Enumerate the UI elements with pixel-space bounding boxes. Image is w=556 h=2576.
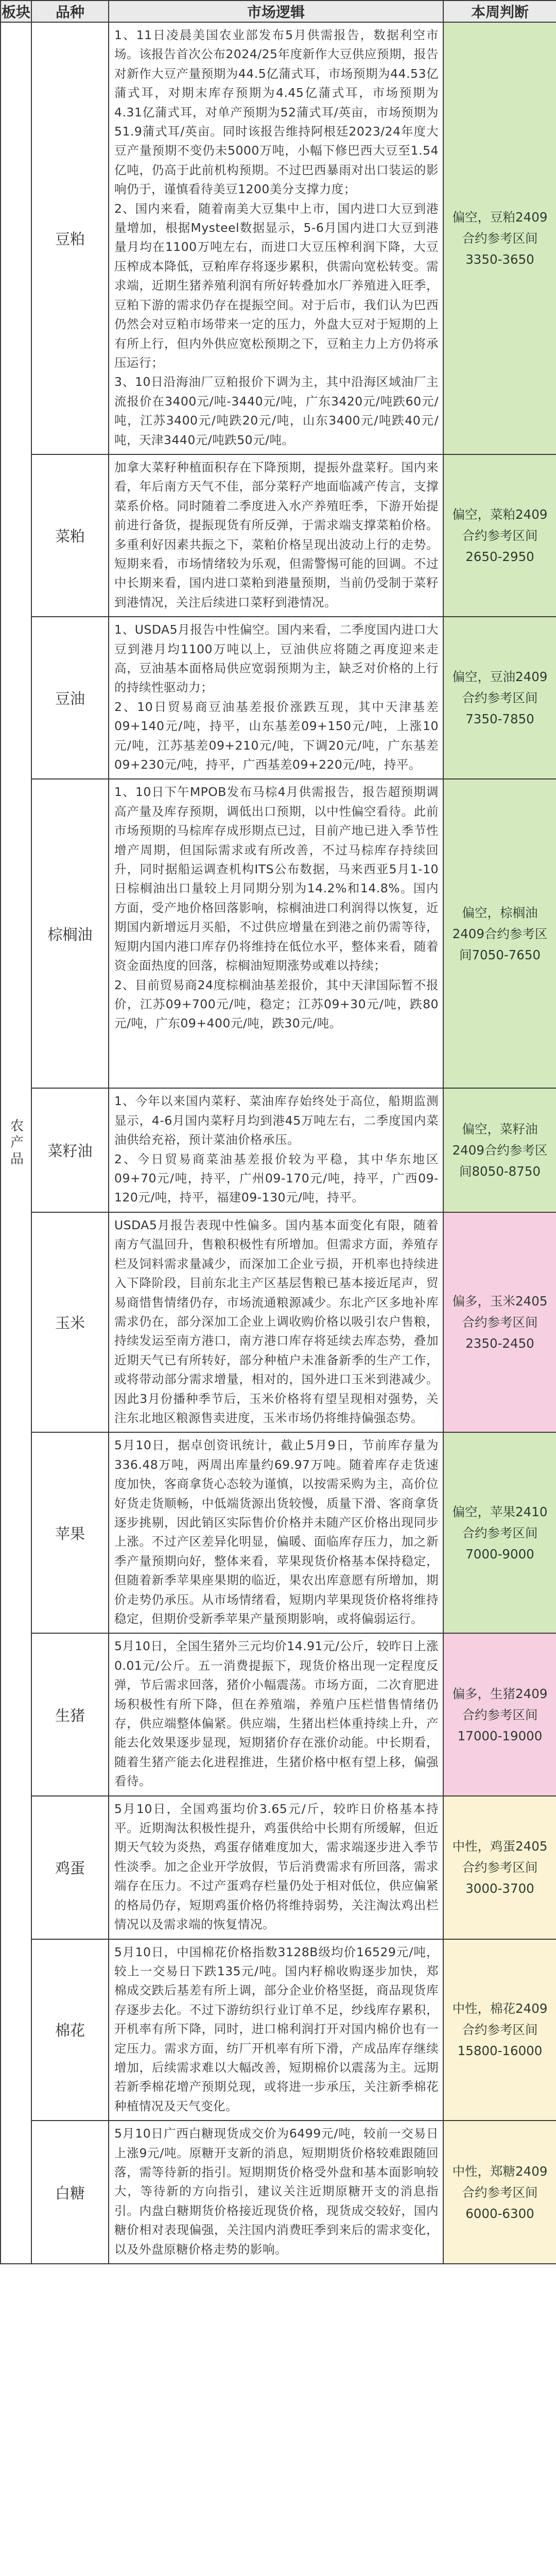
- logic-cell: [109, 779, 443, 1088]
- table-row: [1, 1432, 556, 1633]
- judgment-cell: [443, 1939, 556, 2121]
- judgment-text: 偏多，生猪2409合约参考区间17000-19000: [452, 1686, 548, 1743]
- header-logic: 市场逻辑: [109, 1, 443, 22]
- judgment-text: 偏多，玉米2405合约参考区间2350-2450: [452, 1294, 548, 1351]
- judgment-text: 偏空，豆粕2409合约参考区间3350-3650: [452, 209, 548, 267]
- logic-paragraph: 1、10日下午MPOB发布马棕4月供需报告，报告超预期调高产量及库存预期，调低出口预期，以中性偏空看待。此前市场预期的马棕库存成形期点已过，目前产地已进入季节性增产周期，但国际需求或有所改善，不过马棕库存持续回升，同时据船运调查机构ITS公布数据，马来西亚5月1-10日棕榈油出口量较上月同期分别为14.2%和14.8%。国内方面，受产地价格回落影响，棕榈油进口利润得以恢复，近期国内新增远月买船，不过供应增量在到港之前仍需等待，短期内国内港口库存仍将维持在低位水平，整体来看，随着资金面热度的回落，棕榈油短期涨势或难以持续；: [114, 785, 439, 973]
- judgment-text: 中性，鸡蛋2405合约参考区间3000-3700: [452, 1839, 548, 1896]
- judgment-cell: [443, 617, 556, 779]
- logic-paragraph: 5月10日，中国棉花价格指数3128B级均价16529元/吨，较上一交易日下跌135元/吨。国内籽棉收购逐步加快，郑棉成交跌后基差有所上调，部分企业价格坚挺，商品现货库存逐步去化。不过下游纺织行业订单不足，纱线库存累积，开机率有所下降，同时，进口棉利润打开对国内棉价也有一定压力。需求方面，纺厂开机率有所下滑，产成品库存继续增加，后续需求难以大幅改善，短期棉价以震荡为主。远期若新季棉花增产预期兑现，或将进一步承压，关注新季棉花种植情况及天气变化。: [114, 1944, 439, 2113]
- judgment-cell: [443, 779, 556, 1088]
- product-cell: 生猪: [31, 1633, 109, 1795]
- judgment-text: 中性，棉花2409合约参考区间15800-16000: [452, 2001, 548, 2059]
- table-row: [1, 1796, 556, 1939]
- judgment-cell: [443, 1088, 556, 1212]
- logic-cell: [109, 1633, 443, 1795]
- logic-paragraph: 2、国内来看，随着南美大豆集中上市，国内进口大豆到港量增加，根据Mysteel数据显示，5-6月国内进口大豆到港量月均在1100万吨左右，而进口大豆压榨利润下降，大豆压榨成本降低，豆粕库存将逐步累积，供需向宽松转变。需求端，近期生猪养殖利润有所好转叠加水厂养殖进入旺季，豆粕下游的需求仍存在提振空间。对于后市，我们认为巴西仍然会对豆粕市场带来一定的压力，外盘大豆对于短期的上有所上行，但内外供应宽松预期之下，豆粕主力上方仍将承压运行；: [114, 201, 439, 370]
- product-cell: 苹果: [31, 1432, 109, 1633]
- logic-paragraph: 5月10日，据卓创资讯统计，截止5月9日，节前库存量为336.48万吨，两周出库量约69.97万吨。随着库存走货速度加快，客商拿货心态较为谨慎，以按需采购为主，高价位好货走货顺畅，中低端货源出货较慢，质量下滑、客商拿货逐步挑剔，因此销区实际售价价格并未随产区价格出现同步上涨。不过产区差异化明显，偏暖、面临库存压力，加之新季产量预期向好，整体来看，苹果现货价格基本保持稳定，但随着新季苹果座果期的临近，果农出库意愿有所增加，期价走势仍承压。从市场情绪看，短期内苹果现货价格将维持稳定，但期价受新季苹果产量预期影响，或将偏弱运行。: [114, 1438, 439, 1626]
- table-row: [1, 779, 556, 1088]
- judgment-cell: [443, 1633, 556, 1795]
- judgment-cell: [443, 1212, 556, 1432]
- header-sector: 板块: [1, 1, 31, 22]
- logic-paragraph: 5月10日，全国鸡蛋均价3.65元/斤，较昨日价格基本持平。近期淘汰积极性提升，鸡蛋供给中长期有所缓解，但近期天气较为炎热，鸡蛋存储难度加大，需求端逐步进入季节性淡季。加之企业开学放假，节后消费需求有所回落，需求端存在压力。不过产蛋鸡存栏量仍处于相对低位，供应偏紧的格局仍存，短期鸡蛋价格仍将维持弱势，关注淘汰鸡出栏情况以及需求端的恢复情况。: [114, 1801, 439, 1932]
- table-row: [1, 1088, 556, 1212]
- judgment-cell: [443, 1432, 556, 1633]
- table-row: [1, 617, 556, 779]
- logic-paragraph: 2、10日贸易商豆油基差报价涨跌互现，其中天津基差09+140元/吨，持平，山东基差09+150元/吨，上涨10元/吨，江苏基差09+210元/吨，下调20元/吨，广东基差09+230元/吨，持平，广西基差09+220元/吨，持平。: [114, 699, 439, 772]
- judgment-cell: [443, 2121, 556, 2264]
- judgment-cell: [443, 454, 556, 617]
- judgment-text: 偏空，菜籽油2409合约参考区间8050-8750: [452, 1122, 548, 1179]
- logic-paragraph: 3、10日沿海油厂豆粕报价下调为主，其中沿海区域油厂主流报价在3400元/吨-3440元/吨，广东3420元/吨跌60元/吨，江苏3400元/吨跌20元/吨，山东3400元/吨跌40元/吨，天津3440元/吨跌50元/吨。: [114, 375, 439, 447]
- logic-paragraph: 加拿大菜籽种植面积存在下降预期，提振外盘菜籽。国内来看，年后南方天气不佳，部分菜籽产地面临减产传言，支撑菜系价格。同时随着二季度进入水产养殖旺季，下游开始提前进行备货，提振现货有所反弹，于需求端支撑菜粕价格。多重利好因素共振之下，菜粕价格呈现出波动上行的走势。短期来看，市场情绪较为乐观，但需警惕可能的回调。不过中长期来看，国内进口菜粕到港量预期，当前仍受制于菜籽到港情况，关注后续进口菜籽到港情况。: [114, 460, 439, 609]
- logic-paragraph: USDA5月报告表现中性偏多。国内基本面变化有限，随着南方气温回升，售粮积极性有所增加。但需求方面，养殖存栏及饲料需求量减少，而深加工企业亏损，开机率也持续进入下降阶段，目前东北主产区基层售粮已基本接近尾声，贸易商惜售情绪仍存，市场流通粮源减少。东北产区多地补库需求仍在，部分深加工企业上调收购价格以吸引农户售粮，持续发运至南方港口，南方港口库存将延续去库态势，叠加近期天气已有所转好，部分种植户未准备新季的生产工作，或将带动部分需求增量，相对的，国外进口玉米到港减少。因此3月份播种季节后，玉米价格将有望呈现相对强势，关注东北地区粮源售卖进度，玉米市场仍将维持偏强态势。: [114, 1217, 439, 1425]
- product-cell: 玉米: [31, 1212, 109, 1432]
- logic-cell: [109, 1796, 443, 1939]
- logic-cell: [109, 1939, 443, 2121]
- product-cell: 豆粕: [31, 22, 109, 454]
- table-body: [1, 22, 556, 2264]
- logic-cell: [109, 1432, 443, 1633]
- judgment-text: 偏空，菜粕2409合约参考区间2650-2950: [452, 507, 548, 565]
- judgment-cell: [443, 22, 556, 454]
- logic-paragraph: 5月10日，全国生猪外三元均价14.91元/公斤，较昨日上涨0.01元/公斤。五一消费提振下，现货价格出现一定程度反弹，节后需求回落，猪价小幅震荡。市场方面，二次育肥进场积极性有所下降，但在养殖端，养殖户压栏惜售情绪仍存，供应端整体偏紧。供应端，生猪出栏体重持续上升，产能去化效果逐步显现，短期猪价存在涨价动能。中长期看，随着生猪产能去化进程推进，生猪价格中枢有望上移，偏强看待。: [114, 1639, 439, 1789]
- logic-cell: [109, 454, 443, 617]
- logic-paragraph: 1、USDA5月报告中性偏空。国内来看，二季度国内进口大豆到港月均1100万吨以上，豆油供应将随之再度迎来走高，豆油基本面格局供应宽弱预期为主，缺乏对价格的上行的持续性驱动力；: [114, 622, 439, 695]
- table-row: [1, 2121, 556, 2264]
- judgment-text: 偏空，棕榈油2409合约参考区间7050-7650: [452, 905, 548, 962]
- logic-cell: [109, 1088, 443, 1212]
- product-cell: 菜籽油: [31, 1088, 109, 1212]
- header-row: [1, 1, 556, 22]
- logic-paragraph: 2、目前贸易商24度棕榈油基差报价，其中天津国际暂不报价，江苏09+700元/吨，稳定；江苏09+30元/吨，跌80元/吨，广东09+400元/吨，跌30元/吨。: [114, 977, 439, 1031]
- table-row: [1, 22, 556, 454]
- table-row: [1, 1212, 556, 1432]
- logic-cell: [109, 22, 443, 454]
- logic-paragraph: 5月10日广西白糖现货成交价为6499元/吨，较前一交易日上涨9元/吨。原糖开支新的消息，短期期货价格较难跟随回落，需等待新的指引。短期期货价格受外盘和基本面影响较大，等待新的方向指引，建议关注近期原糖开支的消息指引。内盘白糖期货价格接近现货价格，现货成交较好，国内糖价相对表现偏强，关注国内消费旺季到来后的需求变化，以及外盘原糖价格走势的影响。: [114, 2126, 439, 2257]
- product-cell: 棕榈油: [31, 779, 109, 1088]
- table-row: [1, 454, 556, 617]
- judgment-cell: [443, 1796, 556, 1939]
- logic-paragraph: 1、今年以来国内菜籽、菜油库存始终处于高位，船期监测显示，4-6月国内菜籽月均到港45万吨左右，二季度国内菜油供给充裕，预计菜油价格承压。: [114, 1094, 439, 1147]
- logic-cell: [109, 617, 443, 779]
- product-cell: 鸡蛋: [31, 1796, 109, 1939]
- logic-cell: [109, 2121, 443, 2264]
- logic-paragraph: 2、今日贸易商菜油基差报价较为平稳，其中华东地区09+70元/吨，持平，广州09-170元/吨，持平，广西09-120元/吨，持平，福建09-130元/吨，持平。: [114, 1151, 439, 1205]
- product-cell: 菜粕: [31, 454, 109, 617]
- judgment-text: 中性，郑糖2409合约参考区间6000-6300: [452, 2163, 548, 2221]
- sector-cell: [1, 22, 31, 2264]
- logic-paragraph: 1、11日凌晨美国农业部发布5月供需报告，数据利空市场。该报告首次公布2024/25年度新作大豆供应预期，报告对新作大豆产量预期为44.5亿蒲式耳，市场预期为44.53亿蒲式耳，对期末库存预期为4.45亿蒲式耳，市场预期为4.31亿蒲式耳，对单产预期为52蒲式耳/英亩，市场预期为51.9蒲式耳/英亩。同时该报告维持阿根廷2023/24年度大豆产量预期不变仍未5000万吨，小幅下修巴西大豆至1.54亿吨，仍高于此前机构预期。不过巴西暴雨对出口装运的影响仍于，谨慎看待美豆1200美分支撑力度；: [114, 28, 439, 197]
- product-cell: 棉花: [31, 1939, 109, 2121]
- logic-cell: [109, 1212, 443, 1432]
- table-row: [1, 1633, 556, 1795]
- product-cell: 白糖: [31, 2121, 109, 2264]
- table-row: [1, 1939, 556, 2121]
- header-judgment: 本周判断: [443, 1, 556, 22]
- product-cell: 豆油: [31, 617, 109, 779]
- judgment-text: 偏空，豆油2409合约参考区间7350-7850: [452, 669, 548, 727]
- header-product: 品种: [31, 1, 109, 22]
- sector-label: 农产品: [8, 1118, 24, 1168]
- judgment-text: 偏空，苹果2410合约参考区间7000-9000: [452, 1504, 548, 1562]
